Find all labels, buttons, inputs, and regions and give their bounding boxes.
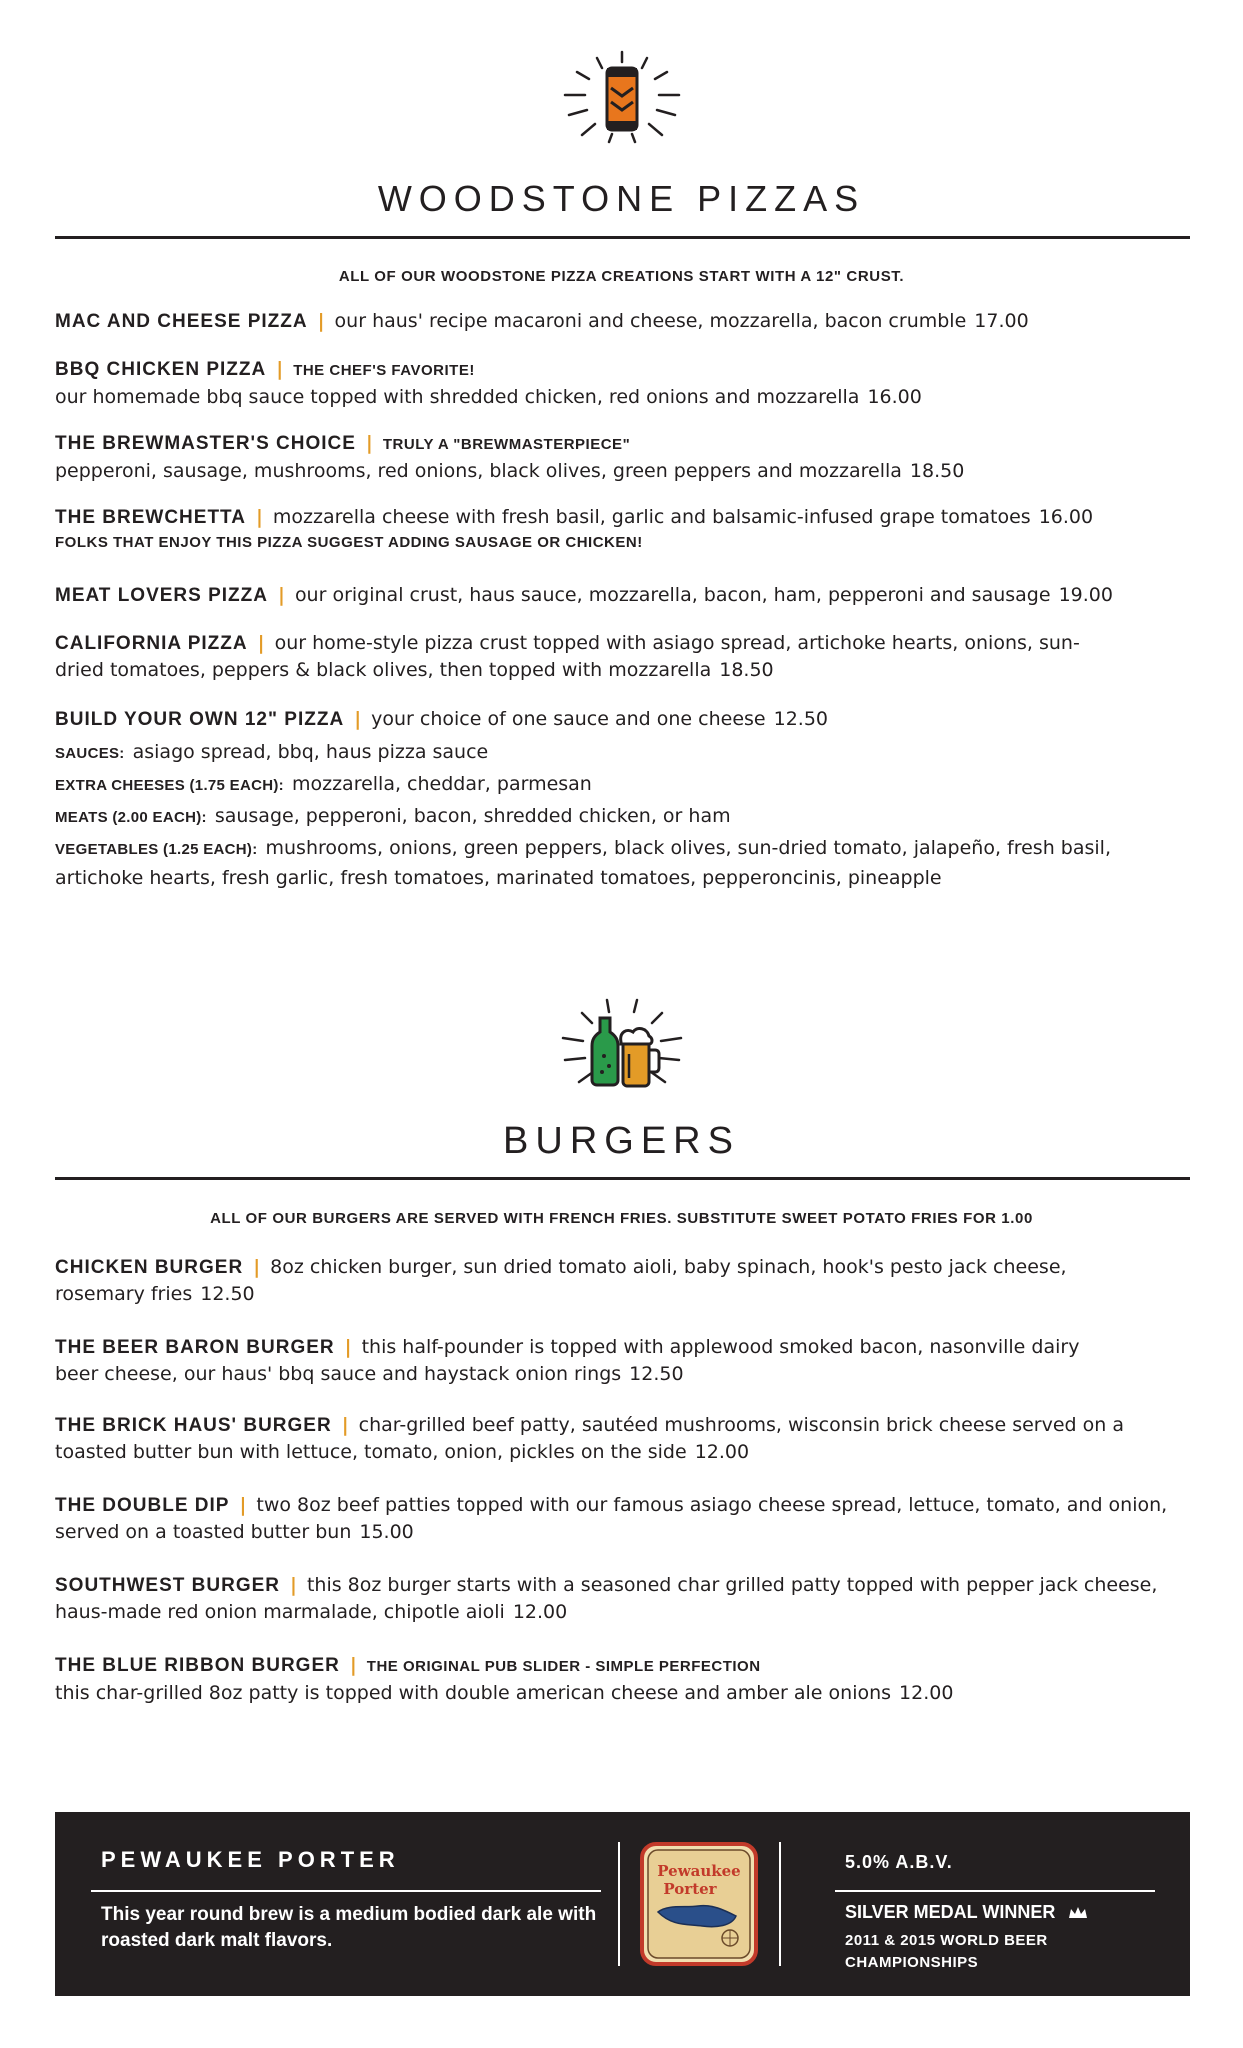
item-description: our haus' recipe macaroni and cheese, mozzarella, bacon crumble <box>334 310 967 332</box>
menu-item <box>55 356 1190 411</box>
banner-divider <box>779 1842 781 1966</box>
item-description: pepperoni, sausage, mushrooms, red onions, black olives, green peppers and mozzarella <box>55 460 902 482</box>
pizzas-intro: ALL OF OUR WOODSTONE PIZZA CREATIONS START WITH A 12" CRUST. <box>338 268 905 285</box>
bottle-and-beer-icon <box>557 998 687 1098</box>
item-name: SOUTHWEST BURGER <box>55 1575 280 1596</box>
item-price: 16.00 <box>1038 506 1094 528</box>
banner-underline <box>91 1890 601 1892</box>
separator: | <box>317 310 325 332</box>
item-description: mozzarella cheese with fresh basil, garlic and balsamic-infused grape tomatoes <box>272 506 1031 528</box>
separator: | <box>255 506 263 528</box>
item-name: CALIFORNIA PIZZA <box>55 633 248 654</box>
item-description: this 8oz burger starts with a seasoned char grilled patty topped with pepper jack cheese, haus-made red onion marmalade, chipotle aioli <box>55 1574 1158 1623</box>
svg-text:Porter: Porter <box>663 1880 717 1898</box>
option-cheeses <box>55 770 1190 800</box>
separator: | <box>290 1574 297 1596</box>
item-name: MEAT LOVERS PIZZA <box>55 585 268 606</box>
pewaukee-porter-logo <box>640 1842 758 1966</box>
item-description: our original crust, haus sauce, mozzarella, bacon, ham, pepperoni and sausage <box>294 584 1051 606</box>
banner-underline <box>835 1890 1155 1892</box>
separator: | <box>365 432 373 454</box>
item-price: 12.00 <box>512 1601 568 1623</box>
burgers-divider <box>55 1177 1190 1180</box>
option-value: mushrooms, onions, green peppers, black olives, sun-dried tomato, jalapeño, fresh basil, artichoke hearts, fresh garlic, fresh tomatoes, marinated tomatoes, pepperoncinis, pineapple <box>55 837 1111 889</box>
item-price: 18.50 <box>909 460 965 482</box>
item-description: this half-pounder is topped with applewood smoked bacon, nasonville dairy beer cheese, our haus' bbq sauce and haystack onion rings <box>55 1336 1080 1385</box>
burgers-title: BURGERS <box>503 1120 740 1162</box>
item-name: THE BREWCHETTA <box>55 507 246 528</box>
medal-title <box>845 1902 1088 1923</box>
item-name: THE BLUE RIBBON BURGER <box>55 1655 340 1676</box>
item-tag: THE CHEF'S FAVORITE! <box>293 362 475 379</box>
item-name: BUILD YOUR OWN 12" PIZZA <box>55 709 345 730</box>
item-description: char-grilled beef patty, sautéed mushrooms, wisconsin brick cheese served on a toasted butter bun with lettuce, tomato, onion, pickles on the side <box>55 1414 1124 1463</box>
burgers-intro: ALL OF OUR BURGERS ARE SERVED WITH FRENCH FRIES. SUBSTITUTE SWEET POTATO FRIES FOR 1.00 <box>210 1210 1033 1227</box>
item-description: our home-style pizza crust topped with asiago spread, artichoke hearts, onions, sun-dried tomatoes, peppers & black olives, then topped with mozzarella <box>55 632 1080 681</box>
crown-icon <box>1068 1906 1088 1920</box>
banner-divider <box>618 1842 620 1966</box>
item-name: CHICKEN BURGER <box>55 1257 244 1278</box>
menu-item <box>55 1652 1190 1707</box>
option-value: asiago spread, bbq, haus pizza sauce <box>132 741 489 763</box>
item-tag: TRULY A "BREWMASTERPIECE" <box>382 436 631 453</box>
beer-can-icon <box>557 50 687 150</box>
item-tag: THE ORIGINAL PUB SLIDER - SIMPLE PERFECTION <box>366 1658 761 1675</box>
item-name: THE DOUBLE DIP <box>55 1495 230 1516</box>
separator: | <box>239 1494 247 1516</box>
option-meats <box>55 802 1190 832</box>
option-vegetables <box>55 834 1190 892</box>
option-label: MEATS (2.00 EACH): <box>55 809 207 826</box>
medal-detail: 2011 & 2015 WORLD BEER CHAMPIONSHIPS <box>845 1932 1048 1971</box>
item-price: 18.50 <box>719 659 774 681</box>
item-price: 17.00 <box>974 310 1029 332</box>
menu-item <box>55 308 1190 335</box>
item-price: 19.00 <box>1058 584 1113 606</box>
item-price: 12.50 <box>629 1363 684 1385</box>
option-label: EXTRA CHEESES (1.75 EACH): <box>55 777 284 794</box>
medal-text: SILVER MEDAL WINNER <box>845 1902 1056 1922</box>
menu-item <box>55 1572 1190 1626</box>
beer-name: PEWAUKEE PORTER <box>101 1847 400 1872</box>
item-price: 15.00 <box>359 1521 414 1543</box>
item-description: this char-grilled 8oz patty is topped with double american cheese and amber ale onions <box>55 1682 892 1704</box>
item-price: 16.00 <box>867 386 922 408</box>
beer-abv: 5.0% A.B.V. <box>845 1852 953 1872</box>
separator: | <box>349 1654 357 1676</box>
item-description: 8oz chicken burger, sun dried tomato aioli, baby spinach, hook's pesto jack cheese, rosemary fries <box>55 1256 1067 1305</box>
beer-description: This year round brew is a medium bodied dark ale with roasted dark malt flavors. <box>101 1904 597 1951</box>
item-description: your choice of one sauce and one cheese <box>371 708 766 730</box>
item-description: two 8oz beef patties topped with our famous asiago cheese spread, lettuce, tomato, and onion, served on a toasted butter bun <box>55 1494 1168 1543</box>
item-name: MAC AND CHEESE PIZZA <box>55 311 308 332</box>
item-price: 12.50 <box>200 1283 255 1305</box>
menu-item <box>55 430 1190 485</box>
menu-item <box>55 1334 1115 1388</box>
menu-item <box>55 504 1190 555</box>
menu-item <box>55 706 1190 733</box>
menu-item <box>55 1254 1135 1308</box>
option-label: VEGETABLES (1.25 EACH): <box>55 841 258 858</box>
menu-item <box>55 630 1115 684</box>
menu-item <box>55 582 1190 609</box>
menu-item <box>55 1492 1190 1546</box>
pizzas-divider <box>55 236 1190 239</box>
item-name: THE BREWMASTER'S CHOICE <box>55 433 356 454</box>
option-value: sausage, pepperoni, bacon, shredded chicken, or ham <box>214 805 731 827</box>
svg-text:Pewaukee: Pewaukee <box>657 1862 741 1880</box>
separator: | <box>344 1336 352 1358</box>
separator: | <box>354 708 362 730</box>
item-name: THE BEER BARON BURGER <box>55 1337 335 1358</box>
item-price: 12.00 <box>899 1682 954 1704</box>
item-note: FOLKS THAT ENJOY THIS PIZZA SUGGEST ADDING SAUSAGE OR CHICKEN! <box>55 534 643 551</box>
item-name: BBQ CHICKEN PIZZA <box>55 359 267 380</box>
item-name: THE BRICK HAUS' BURGER <box>55 1415 332 1436</box>
option-value: mozzarella, cheddar, parmesan <box>291 773 592 795</box>
separator: | <box>277 584 285 606</box>
option-sauces <box>55 738 1190 768</box>
separator: | <box>253 1256 261 1278</box>
separator: | <box>257 632 265 654</box>
pizzas-title: WOODSTONE PIZZAS <box>377 178 866 219</box>
item-description: our homemade bbq sauce topped with shredded chicken, red onions and mozzarella <box>55 386 860 408</box>
option-label: SAUCES: <box>55 745 125 762</box>
item-price: 12.50 <box>773 708 829 730</box>
featured-beer-banner <box>55 1812 1190 1996</box>
separator: | <box>276 358 284 380</box>
menu-item <box>55 1412 1145 1466</box>
item-price: 12.00 <box>694 1441 750 1463</box>
separator: | <box>341 1414 349 1436</box>
